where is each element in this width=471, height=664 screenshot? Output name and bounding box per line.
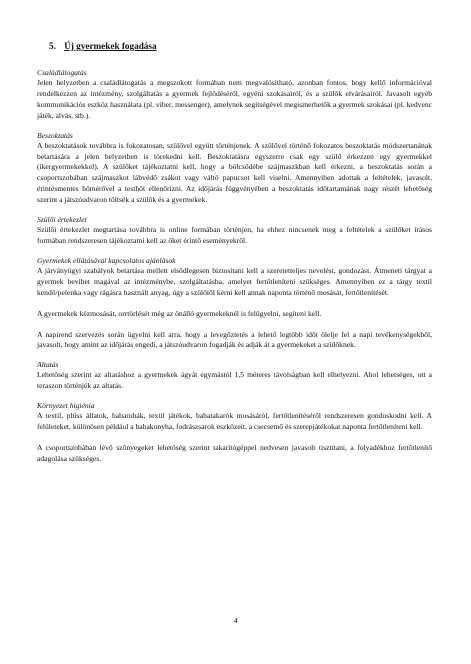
paragraph: Jelen helyzetben a családlátogatás a megszokott formában nem megvalósítható, azonban fontos, hogy kellő információval rendelkezzen az intézmény, szolgáltatás a gyermek fejlődéséről, egyéni szokásairól, és a szülők elvárásairól. Javasolt egyéb kommunikációs eszköz használata (pl. viber, messenger), amelynek segítségével megismerhetők a gyermek szokásai (pl. kedvenc játék, alvás, stb.). — [37, 78, 432, 120]
paragraph: A textil, plüss állatok, babaruhák, textil játékok, babatakarók mosásáról, fertőtlenítéséről rendszeresen gondoskodni kell. A felületeket, különösen például a babakonyha, fodrászsarok eszközeit, a csecsemő és szerepjátékokat naponta fertőtleníteni kell. — [37, 411, 432, 432]
chapter-heading — [49, 40, 432, 52]
section-altatas — [37, 360, 432, 392]
paragraph-gap — [37, 299, 432, 309]
section-title: Gyermekek ellátásával kapcsolatos ajánlások — [37, 255, 176, 265]
section-title: Beszoktatás — [37, 130, 73, 140]
chapter-number: 5. — [49, 41, 56, 51]
chapter-title: Új gyermekek fogadása — [64, 41, 157, 51]
page-number: 4 — [233, 616, 238, 625]
section-kornyezet-higienia — [37, 401, 432, 465]
paragraph: A járványügyi szabályok betartása mellett elsődlegesen biztosítani kell a szeretetteljes nevelést, gondozást. Átmeneti tárgyat a gyermek bevihet magával az intézménybe, szolgáltatásba, amelyet fertőtleníteni szükséges. Amennyiben ez a tárgy textil kendő/pelenka vagy rágásra használt anyag, úgy a szülőtől kérni kell annak naponta történő mosását, fertőtlenítését. — [37, 265, 432, 297]
section-title: Szülői értekezlet — [37, 215, 87, 225]
section-beszoktatas — [37, 131, 432, 206]
section-title: Altatás — [37, 360, 59, 370]
section-title: Családlátogatás — [37, 68, 87, 77]
paragraph: Lehetőség szerint az altatáshoz a gyermekek ágyát egymástól 1,5 méteres távolságban kell elhelyezni. Ahol lehetséges, ott a teraszon történjék az altatás. — [37, 370, 432, 391]
section-szuloi-ertekezlet — [37, 215, 432, 247]
section-title: Környezet higiénia — [37, 401, 95, 411]
section-csaladlatogatas — [37, 68, 432, 122]
paragraph: A gyermekek kézmosását, orrtörlését még az önálló gyermekeknél is felügyelni, segíteni kell. — [37, 308, 322, 318]
paragraph: A napirend szervezés során ügyelni kell arra, hogy a levegőztetés a lehető legtöbb időt ölelje fel a napi tevékenységekből, javasolt, hogy amint az időjárás engedi, a játszóudvaron fogadják és adják át a gyermekeket a szülőknek. — [37, 329, 432, 350]
paragraph: A csoportszobában lévő szőnyegeket lehetőség szerint takarítógéppel nedvesen javasolt tisztítani, a folyadékhoz fertőtlenítő adagolása szükséges. — [37, 442, 432, 463]
paragraph: A beszoktatások továbbra is fokozatosan, szülővel együtt történjenek. A szülővel történő fokozatos beszoktatás módszertanának betartására a jelen helyzetben is törekedni kell. Beszoktatásra egyszerre csak egy szülő érkezzen egy gyermekkel (ikergyermekekkel). A szülőket tájékoztatni kell, hogy a bölcsődébe szájmaszkban kell érkezni, a beszoktatás során a csoportszobában szájmaszkot lábvédő zsákot vagy váltó papucsot kell viselni. Amennyiben adottak a feltételek, javasolt, érintésmentes hőmérővel a testhőt ellenőrizni. Az időjárás függvényében a beszoktatás időtartamának nagy részét lehetőség szerint a játszóudvaron töltsék a szülők és a gyermekek. — [37, 140, 432, 205]
paragraph-gap — [37, 320, 432, 330]
section-gyermekek-ellatasa — [37, 256, 432, 351]
paragraph-gap — [37, 433, 432, 443]
paragraph: Szülői értekezlet megtartása továbbra is online formában történjen, ha ehhez nincsenek meg a feltételek a szülőket írásos formában rendszeresen tájékoztatni kell az őket érintő eseményekről. — [37, 225, 432, 245]
